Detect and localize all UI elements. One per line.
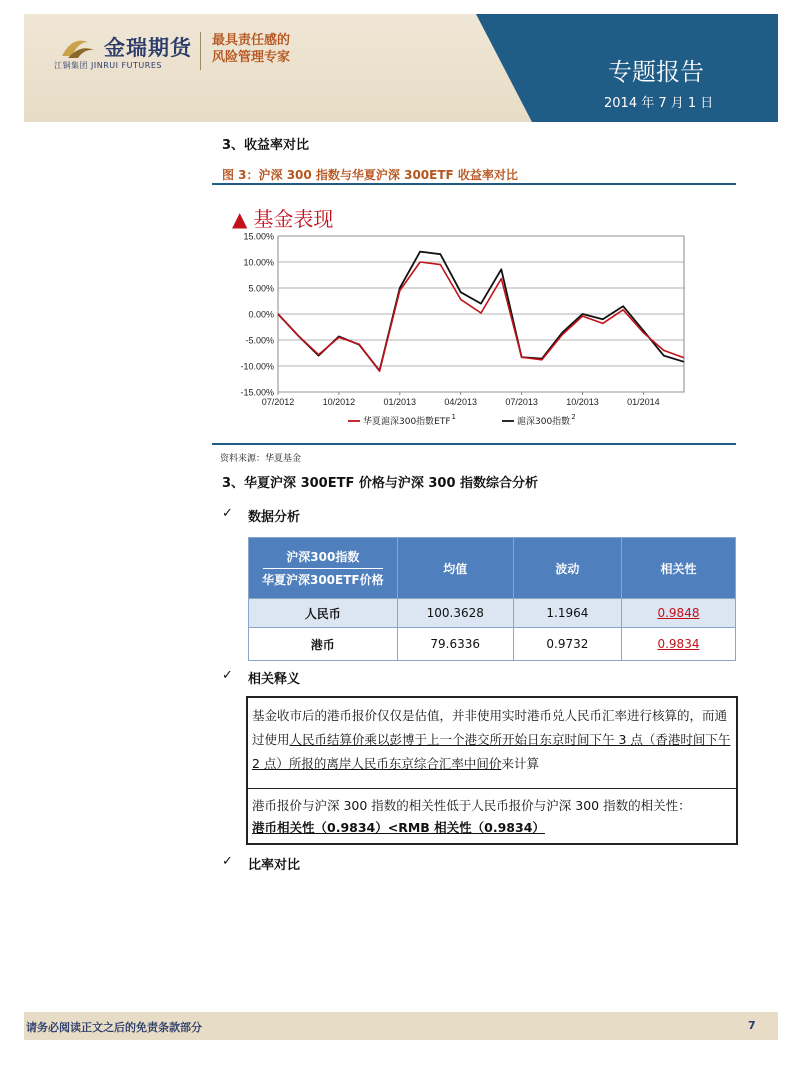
table-row: [249, 599, 736, 628]
chart-heading-text: 基金表现: [253, 207, 334, 231]
row-label-rmb: 人民币: [249, 599, 398, 628]
y-tick-label: -10.00%: [240, 361, 274, 372]
series-line-index: [278, 252, 684, 371]
table-header-row: [249, 538, 736, 599]
chart-legend: [348, 413, 576, 427]
check-icon: ✓: [222, 506, 233, 521]
figure-source: 资料来源：华夏基金: [220, 454, 302, 464]
y-tick-label: 5.00%: [248, 283, 274, 294]
cell-volatility: 0.9732: [513, 628, 621, 661]
subsection-ratio: 比率对比: [248, 858, 301, 873]
table-corner-cell: [249, 538, 398, 599]
definition-text-a: 基金收市后的港币报价仅仅是估值，并非使用实时港币兑人民币汇率进行核算的，而通过使用: [252, 708, 728, 747]
figure-bottom-rule: [212, 443, 736, 445]
logo-subtext: 江铜集团 JINRUI FUTURES: [54, 61, 162, 70]
definition-text-d: 港币报价与沪深 300 指数的相关性低于人民币报价与沪深 300 指数的相关性：: [252, 798, 691, 813]
header-wedge: [476, 14, 532, 122]
check-icon: ✓: [222, 854, 233, 869]
footer-disclaimer: 请务必阅读正文之后的免责条款部分: [26, 1021, 202, 1034]
definition-box: [246, 696, 738, 845]
corner-divider: [263, 568, 383, 569]
corner-top-label: 沪深300指数: [286, 549, 360, 564]
y-axis-ticks: [240, 232, 274, 398]
y-tick-label: 10.00%: [243, 257, 274, 268]
section-title-analysis: 3、华夏沪深 300ETF 价格与沪深 300 指数综合分析: [222, 476, 539, 491]
page-number: 7: [748, 1019, 756, 1032]
slogan: [212, 32, 290, 66]
returns-line-chart: [220, 196, 700, 436]
chart-grid: [278, 236, 684, 392]
header-mean: 均值: [397, 538, 513, 599]
triangle-up-icon: ▲: [232, 207, 248, 231]
corner-bottom-label: 华夏沪深300ETF价格: [261, 572, 384, 587]
y-tick-label: 0.00%: [248, 309, 274, 320]
section-title-returns: 3、收益率对比: [222, 138, 310, 153]
slogan-line-2: 风险管理专家: [212, 50, 291, 65]
x-tick-label: 07/2013: [505, 397, 538, 407]
slogan-line-1: 最具责任感的: [212, 33, 291, 48]
table-row: [249, 628, 736, 661]
cell-mean: 79.6336: [397, 628, 513, 661]
x-axis-ticks: [262, 392, 660, 407]
correlation-comparison: 港币相关性（0.9834）<RMB 相关性（0.9834）: [252, 820, 545, 835]
y-tick-label: -15.00%: [240, 387, 274, 398]
row-label-hkd: 港币: [249, 628, 398, 661]
figure-title: 图 3：沪深 300 指数与华夏沪深 300ETF 收益率对比: [222, 168, 518, 182]
legend-superscript: 1: [451, 413, 457, 421]
definition-paragraph-2: [248, 789, 736, 843]
header-correlation: 相关性: [621, 538, 735, 599]
x-tick-label: 07/2012: [261, 397, 295, 407]
definition-text-c: 来计算: [501, 756, 539, 771]
stats-table: [248, 537, 736, 661]
series-line-etf: [278, 262, 684, 371]
definition-paragraph-1: [248, 698, 736, 789]
cell-correlation: [621, 628, 735, 661]
header-volatility: 波动: [513, 538, 621, 599]
chart-series: [278, 252, 684, 372]
x-tick-label: 01/2013: [383, 397, 417, 407]
legend-label: 滬深300指數: [517, 417, 571, 427]
report-date: 2014 年 7 月 1 日: [604, 96, 714, 111]
x-tick-label: 10/2012: [322, 397, 356, 407]
subsection-definition: 相关释义: [248, 672, 301, 687]
correlation-value: 0.9848: [657, 606, 700, 620]
logo-icon: [58, 32, 98, 62]
x-tick-label: 10/2013: [566, 397, 599, 407]
y-tick-label: -5.00%: [245, 335, 274, 346]
correlation-value: 0.9834: [657, 637, 700, 651]
figure-top-rule: [212, 183, 736, 185]
report-type: 专题报告: [608, 58, 704, 86]
report-header: [24, 14, 778, 122]
cell-mean: 100.3628: [397, 599, 513, 628]
logo-divider: [200, 32, 201, 70]
y-tick-label: 15.00%: [243, 231, 274, 242]
legend-superscript: 2: [571, 413, 576, 421]
subsection-data-analysis: 数据分析: [248, 510, 301, 525]
legend-label: 华夏滬深300指數ETF: [363, 417, 451, 427]
cell-correlation: [621, 599, 735, 628]
logo-text: 金瑞期货: [104, 36, 192, 60]
x-tick-label: 01/2014: [627, 397, 660, 407]
cell-volatility: 1.1964: [513, 599, 621, 628]
x-tick-label: 04/2013: [444, 397, 477, 407]
check-icon: ✓: [222, 668, 233, 683]
definition-text-underlined: 人民币结算价乘以彭博于上一个港交所开始日东京时间下午 3 点（香港时间下午 2 点）所报的离岸人民币东京综合汇率中间价: [252, 732, 731, 771]
